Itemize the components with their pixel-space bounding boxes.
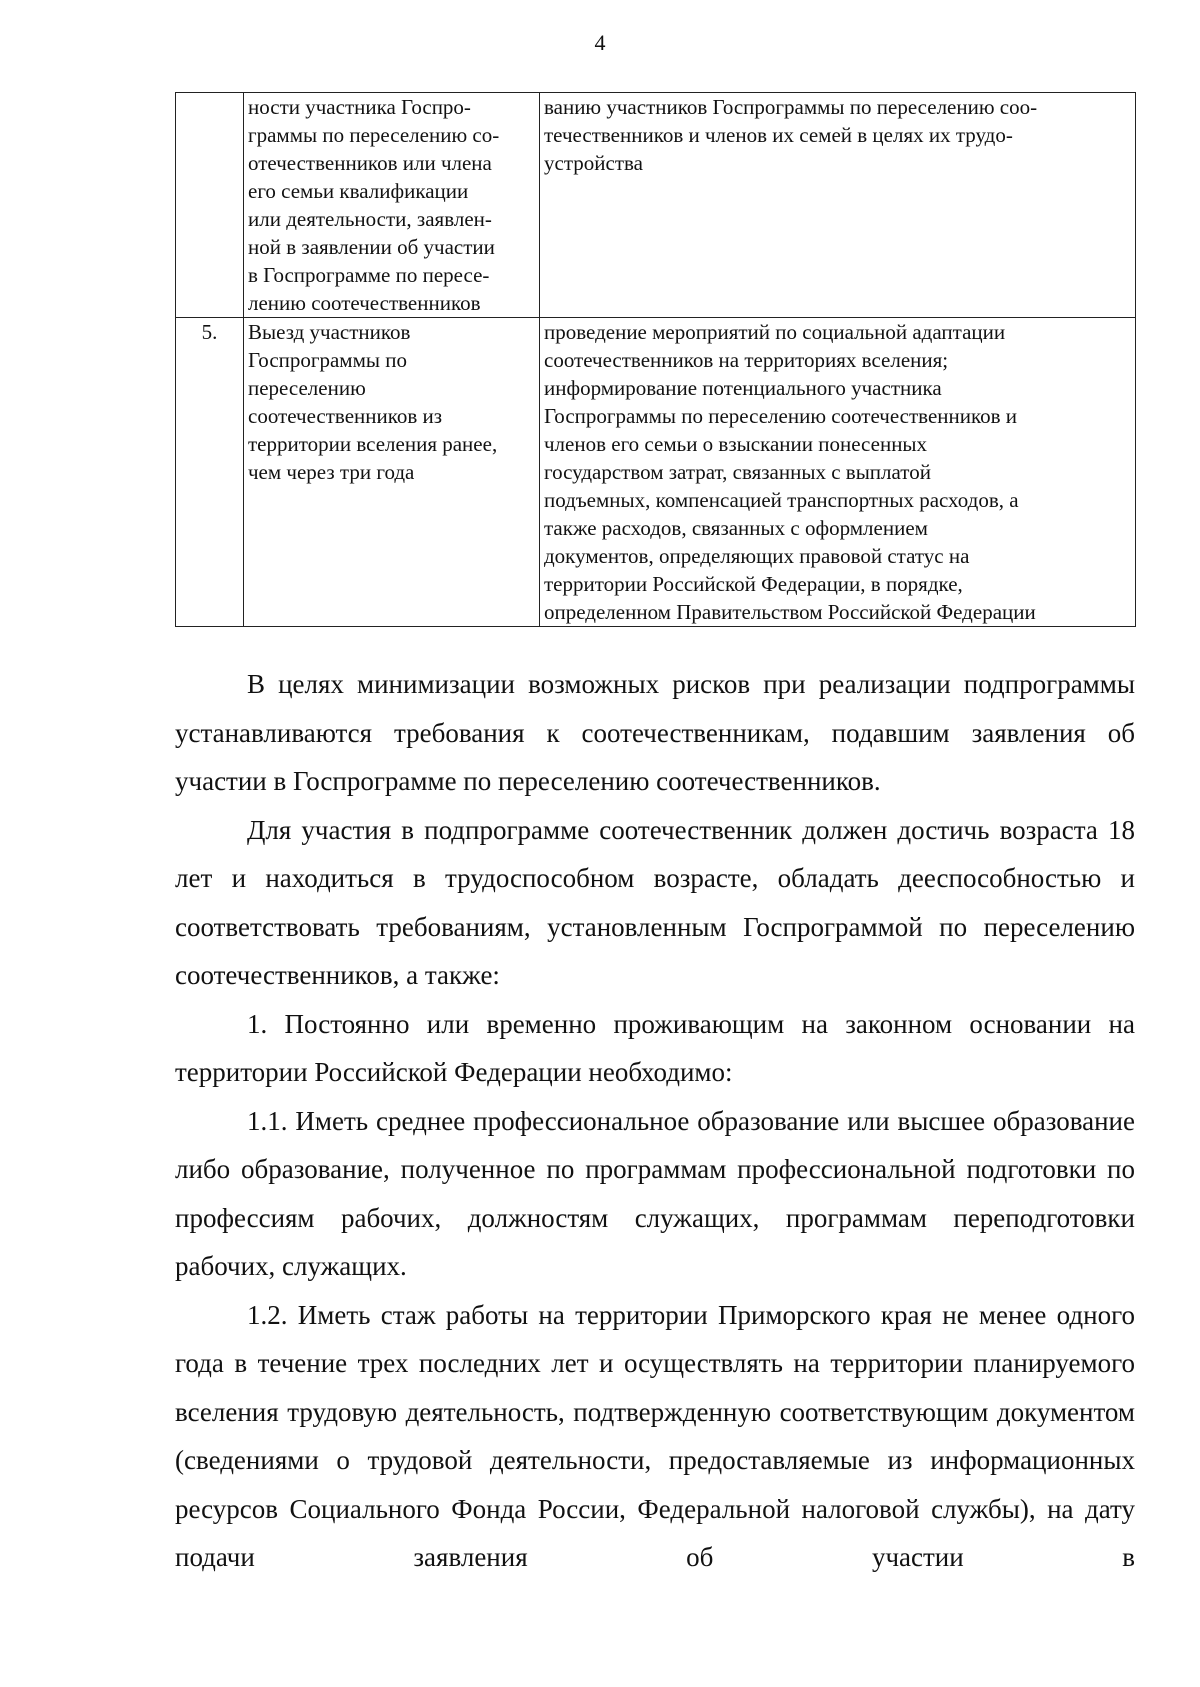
table-row xyxy=(176,318,1136,627)
page-number: 4 xyxy=(594,30,606,55)
row-number: 5. xyxy=(176,318,244,627)
row-number xyxy=(176,93,244,318)
risk-table xyxy=(175,92,1136,627)
table-row xyxy=(176,93,1136,318)
paragraph: 1.2. Иметь стаж работы на территории Приморского края не менее одного года в течение трех последних лет и осуществлять на территории планируемого вселения трудовую деятельность, подтвержденную соответствующим документом (сведениями о трудовой деятельности, предоставляемые из информационных ресурсов Социального Фонда России, Федеральной налоговой службы), на дату подачи заявления об участии в xyxy=(175,1299,1135,1572)
measures-cell: проведение мероприятий по социальной адаптации соотечественников на территориях вселения; информирование потенциального участника Госпрограммы по переселению соотечественников и членов его семьи о взыскании понесенных государством затрат, связанных с выплатой подъемных, компенсацией транспортных расходов, а также расходов, связанных с оформлением документов, определяющих правовой статус на территории Российской Федерации, в порядке, определенном Правительством Российской Федерации xyxy=(540,318,1136,627)
measures-cell: ванию участников Госпрограммы по переселению соо- течественников и членов их семей в целях их трудо- устройства xyxy=(540,93,1136,318)
risk-cell: ности участника Госпро- граммы по переселению со- отечественников или члена его семьи квалификации или деятельности, заявлен- ной в заявлении об участии в Госпрограмме по пересе- лению соотечественников xyxy=(244,93,540,318)
risk-cell: Выезд участников Госпрограммы по переселению соотечественников из территории вселения ранее, чем через три года xyxy=(244,318,540,627)
body-text xyxy=(175,660,1135,1582)
paragraph: Для участия в подпрограмме соотечественник должен достичь возраста 18 лет и находиться в трудоспособном возрасте, обладать дееспособностью и соответствовать требованиям, установленным Госпрограммой по переселению соотечественников, а также: xyxy=(175,814,1135,990)
paragraph: В целях минимизации возможных рисков при реализации подпрограммы устанавливаются требования к соотечественникам, подавшим заявления об участии в Госпрограмме по переселению соотечественников. xyxy=(175,669,1135,796)
paragraph: 1.1. Иметь среднее профессиональное образование или высшее образование либо образование, полученное по программам профессиональной подготовки по профессиям рабочих, должностям служащих, программам переподготовки рабочих, служащих. xyxy=(175,1105,1135,1281)
paragraph: 1. Постоянно или временно проживающим на законном основании на территории Российской Федерации необходимо: xyxy=(175,1008,1135,1087)
